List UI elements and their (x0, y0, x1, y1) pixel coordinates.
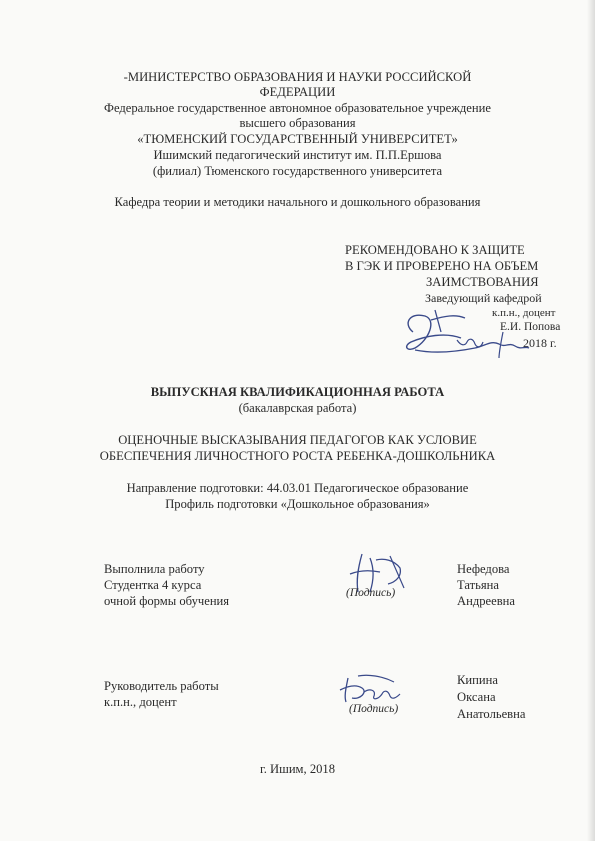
ministry-line-2: ФЕДЕРАЦИИ (259, 85, 336, 99)
supervisor-name: Оксана (457, 690, 496, 704)
head-name: Е.И. Попова (500, 321, 561, 333)
institution-line-2: высшего образования (239, 116, 356, 130)
supervisor-role-1: Руководитель работы (104, 679, 219, 693)
ministry-line-1: -МИНИСТЕРСТВО ОБРАЗОВАНИЯ И НАУКИ РОССИЙСКОЙ (123, 70, 472, 84)
supervisor-role-2: к.п.н., доцент (104, 695, 177, 709)
department-name: Кафедра теории и методики начального и дошкольного образования (114, 195, 481, 209)
head-title: Заведующий кафедрой (425, 291, 542, 305)
direction: Направление подготовки: 44.03.01 Педагогическое образование (126, 481, 469, 495)
institution-line-1: Федеральное государственное автономное образовательное учреждение (104, 101, 491, 115)
student-signature-caption: (Подпись) (346, 587, 396, 599)
supervisor-patronymic: Анатольевна (457, 707, 526, 721)
supervisor-signature-caption: (Подпись) (349, 703, 399, 715)
student-surname: Нефедова (457, 562, 510, 576)
approval-year: 2018 г. (523, 336, 557, 350)
approval-line-3: ЗАИМСТВОВАНИЯ (426, 275, 539, 289)
work-subtype: (бакалаврская работа) (238, 401, 357, 415)
institute-line-2: (филиал) Тюменского государственного университета (152, 164, 443, 178)
supervisor-surname: Кипина (457, 673, 498, 687)
approval-line-1: РЕКОМЕНДОВАНО К ЗАЩИТЕ (345, 243, 525, 257)
head-signature (395, 302, 535, 360)
student-role-1: Выполнила работу (104, 562, 205, 576)
work-title-line-1: ОЦЕНОЧНЫЕ ВЫСКАЗЫВАНИЯ ПЕДАГОГОВ КАК УСЛОВИЕ (118, 433, 477, 447)
head-degree: к.п.н., доцент (492, 307, 556, 319)
university-name: «ТЮМЕНСКИЙ ГОСУДАРСТВЕННЫЙ УНИВЕРСИТЕТ» (137, 132, 458, 146)
student-role-3: очной формы обучения (104, 594, 230, 608)
city-year: г. Ишим, 2018 (259, 762, 336, 776)
profile: Профиль подготовки «Дошкольное образования» (165, 497, 430, 511)
work-title-line-2: ОБЕСПЕЧЕНИЯ ЛИЧНОСТНОГО РОСТА РЕБЕНКА-ДОШКОЛЬНИКА (99, 449, 496, 463)
student-name: Татьяна (457, 578, 500, 592)
student-role-2: Студентка 4 курса (104, 578, 202, 592)
student-patronymic: Андреевна (457, 594, 515, 608)
institute-line-1: Ишимский педагогический институт им. П.П.Ершова (153, 148, 442, 162)
approval-line-2: В ГЭК И ПРОВЕРЕНО НА ОБЪЕМ (345, 259, 539, 273)
work-type: ВЫПУСКНАЯ КВАЛИФИКАЦИОННАЯ РАБОТА (150, 385, 445, 399)
